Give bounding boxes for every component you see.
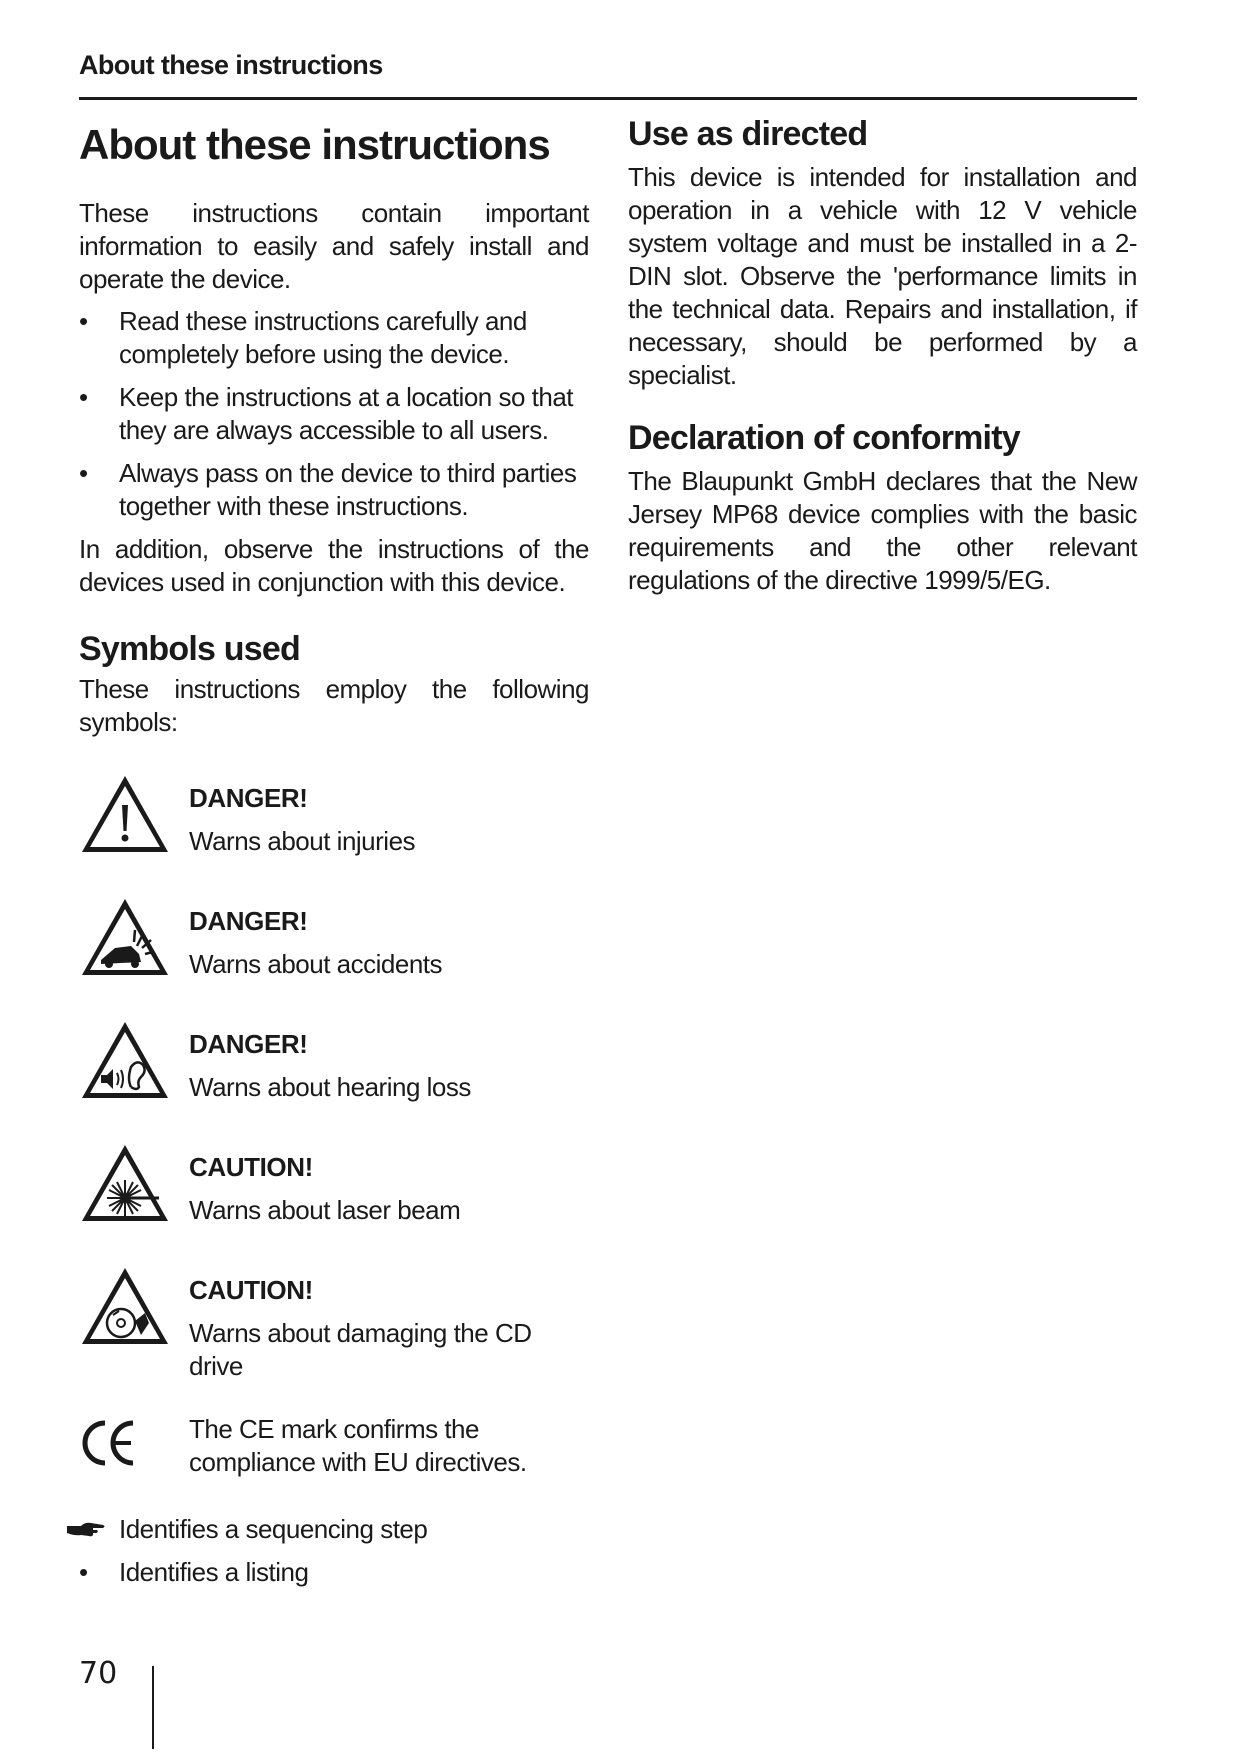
symbol-description: Warns about injuries	[189, 826, 416, 856]
symbol-list	[79, 773, 589, 1495]
declaration-paragraph: The Blaupunkt GmbH declares that the New Jersey MP68 device complies with the basic requirements and the other relevant regulations of the directive 1999/5/EG.	[628, 466, 1137, 595]
use-paragraph: This device is intended for installation and operation in a vehicle with 12 V vehicle system voltage and must be installed in a 2-DIN slot. Observe the 'performance limits in the technical data. Repairs and installation, if necessary, should be performed by a specialist.	[628, 162, 1137, 390]
symbol-row-injuries	[79, 773, 589, 858]
pointing-hand-icon	[65, 1517, 107, 1541]
symbol-title: CAUTION!	[189, 1275, 313, 1305]
symbol-title: DANGER!	[189, 783, 308, 813]
symbol-description: Warns about laser beam	[189, 1195, 461, 1225]
list-item: • Keep the instructions at a location so that they are always accessible to all users.	[79, 381, 589, 447]
page-number: 70	[79, 1656, 118, 1691]
list-item: • Read these instructions carefully and completely before using the device.	[79, 305, 589, 371]
ce-mark-icon	[79, 1413, 171, 1495]
symbol-title: DANGER!	[189, 1029, 308, 1059]
left-column	[79, 115, 589, 1589]
symbol-row-accidents	[79, 896, 589, 981]
symbol-row-cd-drive	[79, 1265, 589, 1383]
cd-drive-warning-icon	[79, 1265, 171, 1347]
symbol-row-laser	[79, 1142, 589, 1227]
page-title: About these instructions	[79, 121, 550, 168]
running-header: About these instructions	[79, 50, 1137, 100]
symbol-row-ce	[79, 1413, 589, 1495]
symbols-heading: Symbols used	[79, 630, 300, 668]
symbol-description: Warns about hearing loss	[189, 1072, 471, 1102]
symbol-title: DANGER!	[189, 906, 308, 936]
declaration-heading: Declaration of conformity	[628, 419, 1020, 457]
use-heading: Use as directed	[628, 115, 868, 153]
instruction-bullet-list	[79, 305, 589, 523]
list-item: • Identifies a listing	[79, 1557, 309, 1587]
symbol-description: Warns about damaging the CD drive	[189, 1318, 532, 1381]
ce-mark-description: The CE mark confirms the compliance with EU directives.	[189, 1414, 527, 1477]
hearing-loss-warning-icon	[79, 1019, 171, 1101]
exclamation-warning-icon	[79, 773, 171, 855]
symbols-intro: These instructions employ the following symbols:	[79, 674, 589, 737]
bullet-icon: •	[79, 1557, 88, 1587]
page-number-divider	[152, 1666, 154, 1749]
symbol-row-hearing	[79, 1019, 589, 1104]
list-item: Identifies a sequencing step	[79, 1513, 589, 1546]
symbol-title: CAUTION!	[189, 1152, 313, 1182]
list-item: • Always pass on the device to third parties together with these instructions.	[79, 457, 589, 523]
addition-paragraph: In addition, observe the instructions of the devices used in conjunction with this device.	[79, 534, 589, 597]
right-column	[628, 110, 1137, 597]
intro-paragraph: These instructions contain important information to easily and safely install and operate the device.	[79, 198, 589, 294]
symbol-description: Warns about accidents	[189, 949, 443, 979]
car-accident-warning-icon	[79, 896, 171, 978]
laser-beam-warning-icon	[79, 1142, 171, 1224]
legend-list	[79, 1513, 589, 1589]
